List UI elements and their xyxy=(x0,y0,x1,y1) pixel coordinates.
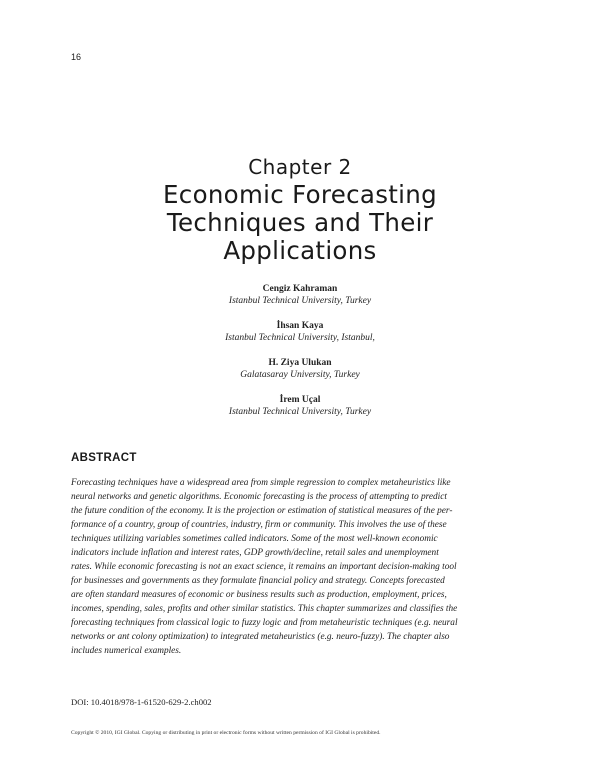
author-block xyxy=(0,394,600,418)
abstract-line: for businesses and governments as they formulate financial policy and strategy. Concepts forecasted xyxy=(71,576,445,586)
abstract-heading: ABSTRACT xyxy=(71,452,137,464)
author-affiliation: Istanbul Technical University, Turkey xyxy=(228,407,372,417)
author-block xyxy=(0,283,600,307)
author-block xyxy=(0,357,600,381)
abstract-body xyxy=(71,476,531,658)
abstract-line: are often standard measures of economic or business results such as production, employment, prices, xyxy=(71,590,447,600)
author-affiliation: Galatasaray University, Turkey xyxy=(240,370,360,380)
chapter-label: Chapter 2 xyxy=(248,155,352,179)
author-name: İrem Uçal xyxy=(279,395,321,405)
abstract-line: the future condition of the economy. It is the projection or estimation of statistical measures of the per- xyxy=(71,506,453,516)
chapter-title-line: Applications xyxy=(223,236,377,265)
abstract-line: techniques utilizing variables sometimes called indicators. Some of the most well-known economic xyxy=(71,534,438,544)
page-number: 16 xyxy=(71,52,82,62)
author-name: Cengiz Kahraman xyxy=(262,284,338,294)
author-affiliation: Istanbul Technical University, Turkey xyxy=(228,296,372,306)
abstract-line: includes numerical examples. xyxy=(71,646,182,656)
abstract-line: neural networks and genetic algorithms. Economic forecasting is the process of attempting to predict xyxy=(71,492,447,502)
abstract-line: networks or ant colony optimization) to integrated metaheuristics (e.g. neuro-fuzzy). The chapter also xyxy=(71,632,450,642)
abstract-line: formance of a country, group of countries, industry, firm or community. This involves the use of these xyxy=(71,520,447,530)
abstract-line: incomes, spending, sales, profits and other similar statistics. This chapter summarizes and classifies the xyxy=(71,604,458,614)
author-list xyxy=(0,283,600,431)
abstract-line: indicators include inflation and interest rates, GDP growth/decline, retail sales and unemployment xyxy=(71,548,439,558)
author-affiliation: Istanbul Technical University, Istanbul, xyxy=(225,333,375,343)
chapter-title xyxy=(0,181,600,265)
abstract-line: rates. While economic forecasting is not an exact science, it remains an important decision-making tool xyxy=(71,562,457,572)
chapter-title-line: Techniques and Their xyxy=(166,208,434,237)
copyright-notice: Copyright © 2010, IGI Global. Copying or distributing in print or electronic forms without written permission of IGI Global is prohibited. xyxy=(71,730,381,736)
author-name: İhsan Kaya xyxy=(276,321,324,331)
abstract-line: forecasting techniques from classical logic to fuzzy logic and from metaheuristic techniques (e.g. neural xyxy=(71,618,458,628)
abstract-line: Forecasting techniques have a widespread area from simple regression to complex metaheuristics like xyxy=(71,478,451,488)
doi: DOI: 10.4018/978-1-61520-629-2.ch002 xyxy=(71,697,212,707)
author-name: H. Ziya Ulukan xyxy=(268,358,332,368)
chapter-title-line: Economic Forecasting xyxy=(163,180,437,209)
author-block xyxy=(0,320,600,344)
